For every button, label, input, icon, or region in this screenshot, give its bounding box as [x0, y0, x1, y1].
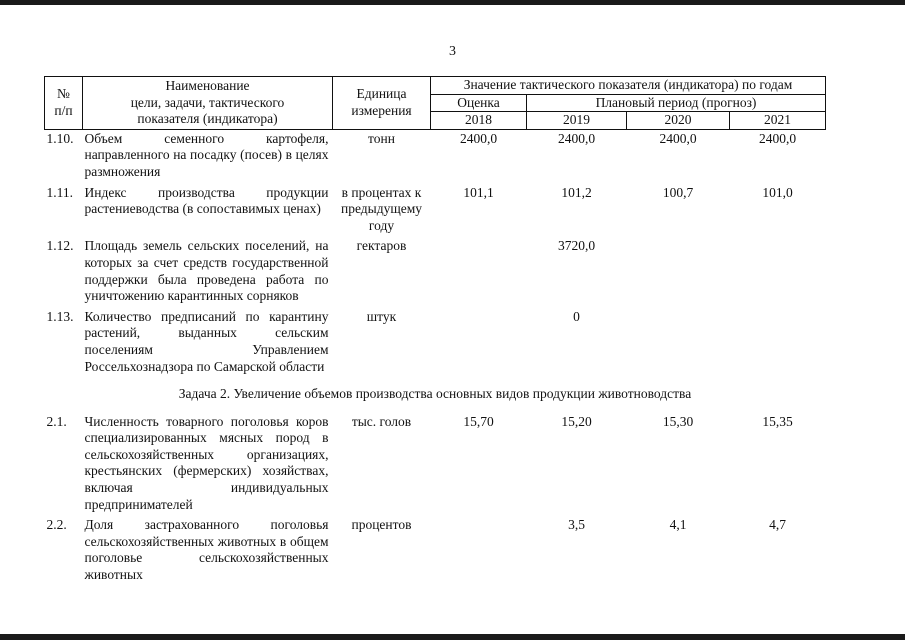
value-2020: 2400,0: [659, 130, 697, 146]
row-number: 2.2.: [46, 517, 67, 533]
value-2021: [730, 237, 826, 307]
header-name: Наименование цели, задачи, тактического показателя (индикатора): [83, 77, 333, 130]
row-name: Площадь земель сельских поселений, на которых за счет средств государственной поддержки была проведена работа по уничтожению карантинных сорняков: [84, 238, 329, 304]
value-2019: 0: [573, 308, 580, 324]
row-number: 1.10.: [46, 130, 74, 146]
row-number: 1.11.: [46, 184, 73, 200]
value-2019: 3720,0: [557, 238, 596, 254]
row-unit: штук: [366, 308, 397, 324]
header-year-2021: 2021: [730, 112, 826, 130]
row-number: 2.1.: [46, 413, 67, 429]
value-2021: 15,35: [762, 413, 793, 429]
value-2018: [431, 308, 527, 378]
task-2-heading: Задача 2. Увеличение объемов производства основных видов продукции животноводства: [178, 386, 692, 402]
scan-top-border: [0, 0, 905, 5]
row-name: Количество предписаний по карантину растений, выданных сельским поселениям Управлением Россельхознадзора по Самарской области: [84, 308, 329, 374]
value-2020: 100,7: [662, 184, 694, 200]
scan-bottom-border: [0, 634, 905, 640]
row-unit: процентов: [351, 517, 412, 533]
table-row: [45, 413, 826, 517]
value-2018: [431, 237, 527, 307]
header-year-2020: 2020: [627, 112, 730, 130]
row-name: Численность товарного поголовья коров специализированных мясных пород в сельскохозяйственных организациях, крестьянских (фермерских) хозяйствах, включая индивидуальных предпринимателей: [84, 413, 329, 512]
table-row: [45, 308, 826, 378]
indicators-table: [44, 76, 826, 587]
header-number: № п/п: [45, 77, 83, 130]
row-number: 1.13.: [46, 308, 74, 324]
row-unit: тыс. голов: [351, 413, 412, 429]
value-2021: [730, 308, 826, 378]
task-heading-row: [45, 378, 826, 413]
value-2018: 15,70: [463, 413, 494, 429]
row-name: Индекс производства продукции растениеводства (в сопоставимых ценах): [84, 184, 329, 217]
value-2018: [431, 516, 527, 586]
value-2021: 2400,0: [758, 130, 797, 146]
value-2019: 3,5: [568, 517, 585, 533]
value-2021: 4,7: [769, 517, 786, 533]
row-name: Доля застрахованного поголовья сельскохозяйственных животных в общем поголовье сельскохозяйственных животных: [84, 517, 329, 583]
header-year-2018: 2018: [431, 112, 527, 130]
header-estimate: Оценка: [431, 94, 527, 112]
value-2021: 101,0: [762, 184, 793, 200]
value-2019: 101,2: [561, 184, 592, 200]
header-unit: Единица измерения: [333, 77, 431, 130]
row-name: Объем семенного картофеля, направленного на посадку (посев) в целях размножения: [84, 130, 329, 179]
header-values-group: Значение тактического показателя (индикатора) по годам: [431, 77, 826, 95]
row-unit: тонн: [368, 130, 395, 146]
row-number: 1.12.: [46, 238, 74, 254]
table-row: [45, 184, 826, 238]
table-row: [45, 237, 826, 307]
value-2019: 2400,0: [557, 130, 596, 146]
header-plan-period: Плановый период (прогноз): [527, 94, 826, 112]
value-2018: 2400,0: [459, 130, 498, 146]
value-2018: 101,1: [463, 184, 494, 200]
page-number: 3: [449, 44, 456, 59]
table-row: [45, 129, 826, 183]
row-unit: гектаров: [356, 238, 407, 254]
table-row: [45, 516, 826, 586]
value-2020: 4,1: [669, 517, 687, 533]
value-2019: 15,20: [561, 413, 592, 429]
value-2020: [627, 237, 730, 307]
header-year-2019: 2019: [527, 112, 627, 130]
value-2020: 15,30: [662, 413, 694, 429]
value-2020: [627, 308, 730, 378]
row-unit: в процентах к предыдущему году: [340, 184, 423, 233]
